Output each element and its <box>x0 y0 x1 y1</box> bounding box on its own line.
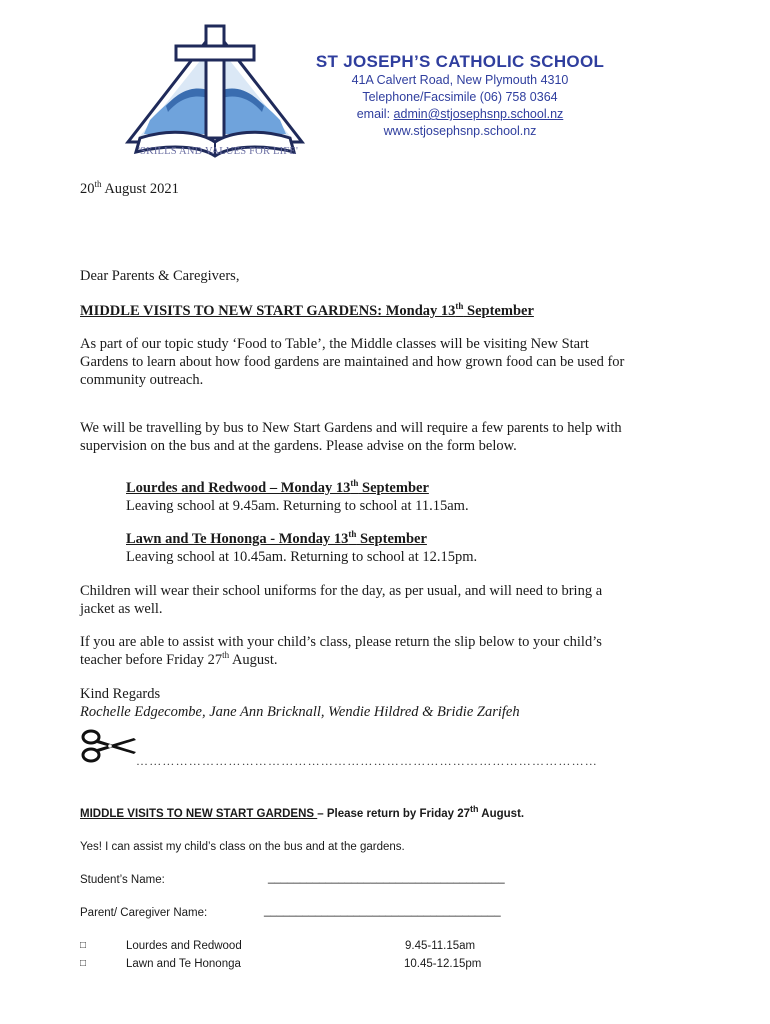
group1-title <box>126 479 469 497</box>
signatories: Rochelle Edgecombe, Jane Ann Bricknall, Wendie Hildred & Bridie Zarifeh <box>80 704 520 720</box>
heading-main: MIDDLE VISITS TO NEW START GARDENS: Monday 13 <box>80 303 456 319</box>
group1-times: Leaving school at 9.45am. Returning to school at 11.15am. <box>126 498 469 514</box>
student-name-field[interactable]: _____________________________________ <box>268 872 505 884</box>
para4-text: teacher before Friday 27 <box>80 652 223 668</box>
school-website[interactable]: www.stjosephsnp.school.nz <box>383 124 537 138</box>
slip-title-end: August. <box>478 808 525 820</box>
option-class-label: Lawn and Te Hononga <box>126 958 241 970</box>
group1-title-text: Lourdes and Redwood – Monday 13 <box>126 480 351 496</box>
date-day: 20 <box>80 181 95 197</box>
school-logo <box>120 24 310 164</box>
school-address: 41A Calvert Road, New Plymouth 4310 <box>351 73 569 87</box>
group2-times: Leaving school at 10.45am. Returning to school at 12.15pm. <box>126 549 478 565</box>
scissors-icon <box>80 728 138 764</box>
slip-title-underlined: MIDDLE VISITS TO NEW START GARDENS <box>80 808 318 820</box>
greeting: Dear Parents & Caregivers, <box>80 268 240 284</box>
para4-text-end: August. <box>229 652 278 668</box>
para3-line: jacket as well. <box>80 601 163 617</box>
heading-suffix: th <box>455 301 464 312</box>
group1-suffix: th <box>350 478 359 489</box>
slip-title-rest: – Please return by Friday 27 <box>317 808 471 820</box>
letter-heading <box>80 302 534 320</box>
parent-name-field[interactable]: _____________________________________ <box>264 905 501 917</box>
school-header <box>300 52 620 140</box>
paragraph-return-slip <box>80 633 700 669</box>
slip-title <box>80 806 524 822</box>
option-time: 10.45-12.15pm <box>404 958 482 970</box>
closing: Kind Regards <box>80 686 161 702</box>
para3-line: Children will wear their school uniforms for the day, as per usual, and will need to bring a <box>80 583 603 599</box>
group2-suffix: th <box>348 529 357 540</box>
para2-line: supervision on the bus and at the gardens. Please advise on the form below. <box>80 438 517 454</box>
paragraph-bus <box>80 419 700 455</box>
group2-title-text: Lawn and Te Hononga - Monday 13 <box>126 531 349 547</box>
para4-line <box>80 651 700 669</box>
para1-line: As part of our topic study ‘Food to Table’, the Middle classes will be visiting New Start <box>80 336 589 352</box>
option-class-label: Lourdes and Redwood <box>126 940 242 952</box>
group2-title <box>126 530 477 548</box>
paragraph-uniforms <box>80 582 700 618</box>
option-time: 9.45-11.15am <box>405 940 476 952</box>
date-suffix: th <box>94 179 102 190</box>
cut-line: …………………………………………………………………………………………… <box>136 754 598 768</box>
para4-line: If you are able to assist with your child’s class, please return the slip below to your child’s <box>80 634 602 650</box>
para1-line: community outreach. <box>80 372 204 388</box>
school-phone: Telephone/Facsimile (06) 758 0364 <box>362 90 558 104</box>
para2-line: We will be travelling by bus to New Start Gardens and will require a few parents to help with <box>80 420 622 436</box>
date-rest: August 2021 <box>101 181 179 197</box>
checkbox-lourdes-redwood[interactable]: □ <box>80 940 87 951</box>
para1-line: Gardens to learn about how food gardens are maintained and how grown food can be used for <box>80 354 625 370</box>
student-name-label: Student’s Name: <box>80 874 165 886</box>
group-lourdes-redwood <box>126 479 469 515</box>
parent-name-label: Parent/ Caregiver Name: <box>80 907 208 919</box>
group1-end: September <box>358 480 429 496</box>
email-link[interactable]: admin@stjosephsnp.school.nz <box>393 107 564 121</box>
school-email-line <box>300 106 620 123</box>
checkbox-lawn-te-hononga[interactable]: □ <box>80 958 87 969</box>
school-name: ST JOSEPH’S CATHOLIC SCHOOL <box>315 52 605 71</box>
group2-end: September <box>356 531 427 547</box>
email-prefix: email: <box>356 107 394 121</box>
slip-confirm: Yes! I can assist my child’s class on the bus and at the gardens. <box>80 841 405 853</box>
slip-title-suffix: th <box>470 804 479 815</box>
group-lawn-te-hononga <box>126 530 477 566</box>
letter-date <box>80 180 179 198</box>
paragraph-topic <box>80 335 700 389</box>
heading-end: September <box>463 303 534 319</box>
para4-suffix: th <box>222 650 230 661</box>
school-motto: 'SKILLS AND VALUES FOR LIFE' <box>137 146 299 157</box>
